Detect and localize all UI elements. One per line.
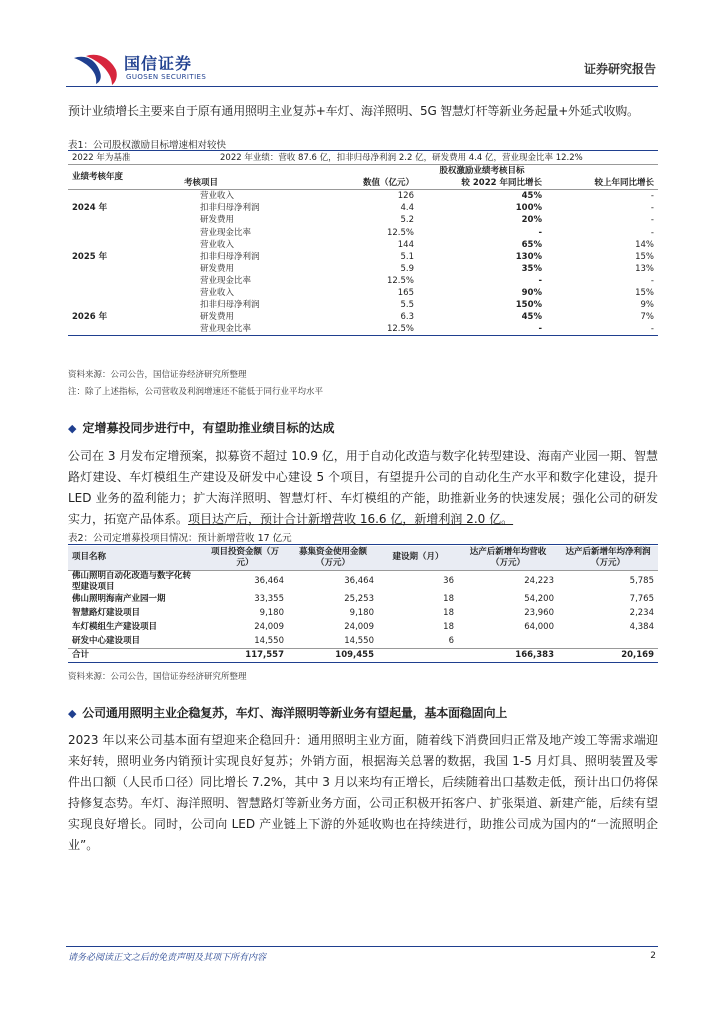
table2-col-revenue: 达产后新增年均营收（万元） (469, 546, 547, 568)
table1-item-cell: 研发费用 (200, 312, 235, 323)
table1-row (68, 251, 658, 263)
table1-yoy-cell: 15% (635, 251, 654, 262)
table1-yoy2022-cell: - (538, 227, 542, 238)
table2-col-name: 项目名称 (72, 552, 107, 563)
section1-text: 公司在 3 月发布定增预案，拟募资不超过 10.9 亿，用于自动化改造与数字化转型建设、海南产业园一期、智慧路灯建设、车灯模组生产建设及研发中心建设 5 个项目，有望提升公司的自动化生产水平和数字化建设，提升 LED 业务的盈利能力；扩大海洋照明、智慧灯杆、车灯模组的产能，助推新业务的快速发展；强化公司的研发实力，拓宽产品体系。 (68, 449, 658, 526)
table1-yoy-cell: - (650, 203, 654, 214)
section2-paragraph: 2023 年以来公司基本面有望迎来企稳回升：通用照明主业方面，随着线下消费回归正常及地产竣工等需求端迎来好转，照明业务内销预计实现良好复苏；外销方面，根据海关总署的数据，我国 1-5 月灯具、照明装置及零件出口额（人民币口径）同比增长 7.2%，其中 3 月以来均有正增长，后续随着出口基数走低，预计出口仍将保持修复态势。车灯、海洋照明、智慧路灯等新业务方面，公司正积极开拓客户、扩张渠道、新建产能，后续有望实现良好增长。同时，公司向 LED 产业链上下游的外延收购也在持续进行，助推公司成为国内的“一流照明企业”。 (68, 733, 658, 852)
table1-row (68, 299, 658, 311)
header-divider (66, 86, 658, 87)
table1-row (68, 214, 658, 226)
table1-col-year: 业绩考核年度 (72, 172, 124, 183)
table1-caption: 表1：公司股权激励目标增速相对较快 (68, 140, 227, 151)
table2-invest-cell: 36,464 (254, 576, 284, 587)
guosen-logo-icon (72, 52, 124, 86)
table2-raise-cell: 36,464 (344, 576, 374, 587)
table1-yoy-cell: 13% (635, 263, 654, 274)
table1-value-cell: 12.5% (386, 324, 414, 335)
section1-title: 定增募投同步进行中，有望助推业绩目标的达成 (82, 421, 335, 435)
table1-col-value: 数值（亿元） (362, 178, 414, 189)
table1-col-yoy-prev: 较上年同比增长 (594, 178, 654, 189)
table2-row (68, 635, 658, 649)
table1-value-cell: 144 (397, 239, 414, 250)
table1-year-cell (68, 214, 180, 226)
table1-item-cell: 营业现金比率 (200, 324, 252, 335)
table2-revenue-cell: 166,383 (515, 650, 554, 661)
table1-year-cell (68, 323, 180, 336)
table2-name-cell: 研发中心建设项目 (72, 636, 141, 647)
table1-yoy2022-cell: 35% (521, 263, 542, 274)
table1-yoy-cell: 14% (635, 239, 654, 250)
table2-name-cell: 佛山照明自动化改造与数字化转型建设项目 (72, 570, 192, 592)
table1-yoy2022-cell: - (538, 324, 542, 335)
table1-value-cell: 5.1 (400, 251, 414, 262)
table2-row (68, 593, 658, 607)
table2-period-cell: 6 (448, 636, 454, 647)
table1-row (68, 323, 658, 336)
footer-disclaimer: 请务必阅读正文之后的免责声明及其项下所有内容 (68, 953, 267, 963)
table1-yoy-cell: - (650, 324, 654, 335)
table2-revenue-cell (458, 635, 558, 649)
table2-top-rule (68, 544, 658, 545)
table1-value-cell: 165 (397, 288, 414, 299)
table1-row (68, 227, 658, 239)
table1-year-cell: 2024 年 (72, 203, 108, 214)
table1-row (68, 190, 658, 203)
table1-item-cell: 营业现金比率 (200, 275, 252, 286)
table1-base-label: 2022 年为基准 (72, 153, 131, 163)
table1-row (68, 275, 658, 287)
section1-highlight-text: 项目达产后，预计合计新增营收 16.6 亿，新增利润 2.0 亿。 (188, 512, 514, 526)
table2-period-cell (378, 649, 458, 663)
table1-year-cell (68, 275, 180, 287)
table2-revenue-cell: 54,200 (524, 594, 554, 605)
table1-row (68, 287, 658, 299)
table1-item-cell: 营业现金比率 (200, 227, 252, 238)
table2-raise-cell: 9,180 (349, 608, 374, 619)
table1-col-yoy2022: 较 2022 年同比增长 (461, 178, 542, 189)
table2-profit-cell: 20,169 (621, 650, 654, 661)
table2-raise-cell: 25,253 (344, 594, 374, 605)
table1-body (68, 190, 658, 336)
table2-row (68, 621, 658, 635)
table2-profit-cell: 2,234 (629, 608, 654, 619)
table2-name-cell: 智慧路灯建设项目 (72, 608, 141, 619)
table2-col-invest: 项目投资金额（万元） (210, 546, 279, 568)
footer-divider (66, 946, 658, 947)
table2-profit-cell: 4,384 (629, 622, 654, 633)
page-header (66, 50, 658, 86)
table1-item-cell: 研发费用 (200, 215, 235, 226)
table2-raise-cell: 14,550 (344, 636, 374, 647)
table2-row (68, 649, 658, 663)
section2-heading (68, 704, 658, 721)
table1-yoy2022-cell: 65% (521, 239, 542, 250)
table1-year-cell (68, 263, 180, 275)
table1-row (68, 311, 658, 323)
table1-base-row (68, 152, 658, 165)
table1-yoy2022-cell: 100% (515, 203, 542, 214)
table1-row (68, 263, 658, 275)
table1-year-cell (68, 239, 180, 251)
table1-yoy-cell: 9% (640, 300, 654, 311)
table1-yoy-cell: - (650, 227, 654, 238)
table1-year-cell: 2026 年 (72, 312, 108, 323)
table1-yoy-cell: 15% (635, 288, 654, 299)
table1-item-cell: 扣非归母净利润 (200, 300, 260, 311)
incentive-target-table (68, 152, 658, 336)
table1-base-desc: 2022 年业绩：营收 87.6 亿，扣非归母净利润 2.2 亿，研发费用 4.4 亿，营业现金比率 12.2% (220, 153, 583, 163)
table1-value-cell: 12.5% (386, 275, 414, 286)
section2-title: 公司通用照明主业企稳复苏，车灯、海洋照明等新业务有望起量，基本面稳固向上 (82, 706, 508, 720)
table1-note: 注：除了上述指标，公司营收及利润增速还不能低于同行业平均水平 (68, 387, 324, 397)
table1-year-cell (68, 299, 180, 311)
report-type-label: 证券研究报告 (583, 62, 656, 76)
table1-value-cell: 12.5% (386, 227, 414, 238)
table1-item-cell: 扣非归母净利润 (200, 251, 260, 262)
table2-invest-cell: 24,009 (254, 622, 284, 633)
table1-yoy2022-cell: 20% (521, 215, 542, 226)
table1-year-cell (68, 287, 180, 299)
fundraising-project-table (68, 546, 658, 663)
table1-year-cell (68, 227, 180, 239)
diamond-bullet-icon: ◆ (68, 707, 77, 720)
logo-text: 国信证券 (124, 54, 193, 73)
table2-name-cell: 合计 (72, 650, 90, 661)
table2-source: 资料来源：公司公告，国信证券经济研究所整理 (68, 672, 247, 682)
table2-period-cell: 18 (443, 608, 454, 619)
table2-invest-cell: 14,550 (254, 636, 284, 647)
table1-group-header: 股权激励业绩考核目标 (439, 166, 525, 177)
table2-revenue-cell: 23,960 (524, 608, 554, 619)
table1-value-cell: 126 (397, 191, 414, 202)
table2-name-cell: 佛山照明海南产业园一期 (72, 594, 166, 605)
table1-item-cell: 营业收入 (200, 288, 235, 299)
table1-top-rule (68, 150, 658, 151)
table1-yoy2022-cell: 45% (521, 191, 542, 202)
table2-period-cell: 18 (443, 622, 454, 633)
table2-profit-cell (558, 635, 658, 649)
table1-value-cell: 6.3 (400, 312, 414, 323)
table1-source: 资料来源：公司公告，国信证券经济研究所整理 (68, 370, 247, 380)
table1-item-cell: 营业收入 (200, 239, 235, 250)
table1-item-cell: 研发费用 (200, 263, 235, 274)
table2-col-raise: 募集资金使用金额（万元） (298, 546, 367, 568)
table1-group-header-row (68, 165, 658, 178)
section1-heading (68, 419, 658, 436)
table2-profit-cell: 5,785 (629, 576, 654, 587)
table1-row (68, 239, 658, 251)
table1-item-cell: 扣非归母净利润 (200, 203, 260, 214)
diamond-bullet-icon: ◆ (68, 422, 77, 435)
table1-yoy2022-cell: 90% (521, 288, 542, 299)
table1-yoy-cell: - (650, 191, 654, 202)
table1-row (68, 202, 658, 214)
page-number: 2 (650, 951, 656, 961)
table1-yoy-cell: 7% (640, 312, 654, 323)
table2-col-profit: 达产后新增年均净利润（万元） (565, 546, 651, 568)
table2-profit-cell: 7,765 (629, 594, 654, 605)
table1-yoy-cell: - (650, 215, 654, 226)
table1-value-cell: 5.2 (400, 215, 414, 226)
intro-paragraph: 预计业绩增长主要来自于原有通用照明主业复苏+车灯、海洋照明、5G 智慧灯杆等新业务起量+外延式收购。 (68, 104, 639, 118)
table2-invest-cell: 9,180 (259, 608, 284, 619)
table1-year-cell (68, 190, 180, 203)
table2-raise-cell: 109,455 (335, 650, 374, 661)
table1-yoy2022-cell: 130% (515, 251, 542, 262)
table2-invest-cell: 117,557 (245, 650, 284, 661)
table1-value-cell: 5.9 (400, 263, 414, 274)
table2-header-row (68, 546, 658, 570)
table2-body (68, 570, 658, 663)
table1-yoy-cell: - (650, 275, 654, 286)
table2-row (68, 570, 658, 593)
table1-yoy2022-cell: 150% (515, 300, 542, 311)
table1-value-cell: 4.4 (400, 203, 414, 214)
table2-revenue-cell: 24,223 (524, 576, 554, 587)
table1-year-cell: 2025 年 (72, 251, 108, 262)
table2-raise-cell: 24,009 (344, 622, 374, 633)
section1-paragraph (68, 446, 658, 530)
table1-yoy2022-cell: 45% (521, 312, 542, 323)
table2-row (68, 607, 658, 621)
table2-name-cell: 车灯模组生产建设项目 (72, 622, 158, 633)
table2-invest-cell: 33,355 (254, 594, 284, 605)
table2-revenue-cell: 64,000 (524, 622, 554, 633)
table2-period-cell: 36 (443, 576, 454, 587)
table2-col-period: 建设期（月） (392, 552, 444, 563)
table1-yoy2022-cell: - (538, 275, 542, 286)
table1-item-cell: 营业收入 (200, 191, 235, 202)
table2-caption: 表2：公司定增募投项目情况：预计新增营收 17 亿元 (68, 533, 292, 544)
logo-english-text: GUOSEN SECURITIES (126, 73, 207, 81)
table1-col-item: 考核项目 (184, 178, 219, 189)
table1-value-cell: 5.5 (400, 300, 414, 311)
table2-period-cell: 18 (443, 594, 454, 605)
